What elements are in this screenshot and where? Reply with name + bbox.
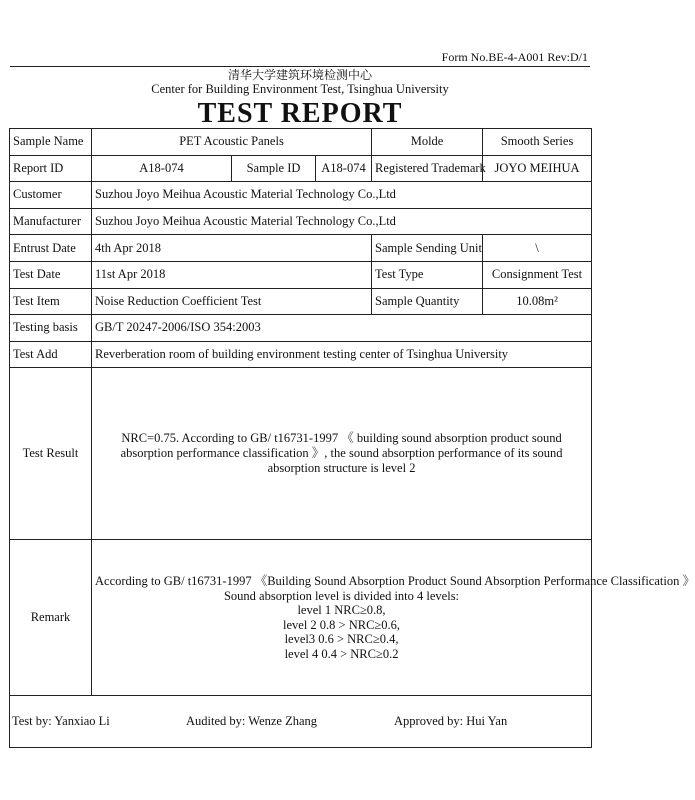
table-row (10, 540, 592, 696)
table-row (10, 129, 592, 156)
test-result-value: NRC=0.75. According to GB/ t16731-1997 《 building sound absorption product sound absorption performance classification 》, the sound absorption performance of its sound absorption structure is level 2 (92, 368, 592, 540)
sample-quantity-value: 10.08m² (483, 288, 592, 315)
manufacturer-label: Manufacturer (10, 208, 92, 235)
trademark-value: JOYO MEIHUA (483, 155, 592, 182)
signature-row (10, 696, 592, 748)
test-result-label: Test Result (10, 368, 92, 540)
sample-name-label: Sample Name (10, 129, 92, 156)
remark-line: level 2 0.8 > NRC≥0.6, (283, 617, 401, 632)
institution-name: Center for Building Environment Test, Tsinghua University (151, 82, 449, 96)
tested-by: Test by: Yanxiao Li (12, 714, 110, 729)
testing-basis-label: Testing basis (10, 315, 92, 342)
test-add-label: Test Add (10, 341, 92, 368)
remark-content (92, 540, 695, 696)
table-row (10, 208, 592, 235)
test-type-label: Test Type (372, 261, 483, 288)
test-type-value: Consignment Test (483, 261, 592, 288)
report-table (9, 128, 695, 748)
approved-by: Approved by: Hui Yan (394, 714, 508, 729)
trademark-label: Registered Trademark (372, 155, 483, 182)
report-id-value: A18-074 (92, 155, 232, 182)
test-add-value: Reverberation room of building environment testing center of Tsinghua University (92, 341, 592, 368)
molde-value: Smooth Series (483, 129, 592, 156)
entrust-date-label: Entrust Date (10, 235, 92, 262)
chinese-institution-name: 清华大学建筑环境检测中心 (227, 68, 372, 82)
test-item-value: Noise Reduction Coefficient Test (92, 288, 372, 315)
entrust-date-value: 4th Apr 2018 (92, 235, 372, 262)
signature-cell (10, 696, 592, 748)
sample-name-value: PET Acoustic Panels (92, 129, 372, 156)
remark-label: Remark (10, 540, 92, 696)
table-row (10, 182, 592, 209)
form-number: Form No.BE-4-A001 Rev:D/1 (441, 50, 588, 64)
report-title: TEST REPORT (197, 98, 403, 129)
table-row (10, 288, 592, 315)
sending-unit-value: \ (483, 235, 592, 262)
customer-value: Suzhou Joyo Meihua Acoustic Material Technology Co.,Ltd (92, 182, 592, 209)
remark-line: level3 0.6 > NRC≥0.4, (284, 632, 399, 647)
remark-line: According to GB/ t16731-1997 《Building Sound Absorption Product Sound Absorption Performance Classification 》 (95, 574, 695, 589)
sending-unit-label: Sample Sending Unit (372, 235, 483, 262)
testing-basis-value: GB/T 20247-2006/ISO 354:2003 (92, 315, 592, 342)
test-date-label: Test Date (10, 261, 92, 288)
table-row (10, 368, 592, 540)
manufacturer-value: Suzhou Joyo Meihua Acoustic Material Technology Co.,Ltd (92, 208, 592, 235)
table-row (10, 315, 592, 342)
sample-id-label: Sample ID (232, 155, 316, 182)
table-row (10, 341, 592, 368)
sample-quantity-label: Sample Quantity (372, 288, 483, 315)
table-row (10, 235, 592, 262)
remark-line: level 1 NRC≥0.8, (297, 603, 386, 618)
molde-label: Molde (372, 129, 483, 156)
sample-id-value: A18-074 (316, 155, 372, 182)
report-id-label: Report ID (10, 155, 92, 182)
audited-by: Audited by: Wenze Zhang (186, 714, 318, 729)
table-row (10, 155, 592, 182)
customer-label: Customer (10, 182, 92, 209)
test-date-value: 11st Apr 2018 (92, 261, 372, 288)
table-row (10, 261, 592, 288)
test-item-label: Test Item (10, 288, 92, 315)
remark-line: level 4 0.4 > NRC≥0.2 (284, 646, 399, 661)
remark-line: Sound absorption level is divided into 4 levels: (223, 588, 460, 603)
